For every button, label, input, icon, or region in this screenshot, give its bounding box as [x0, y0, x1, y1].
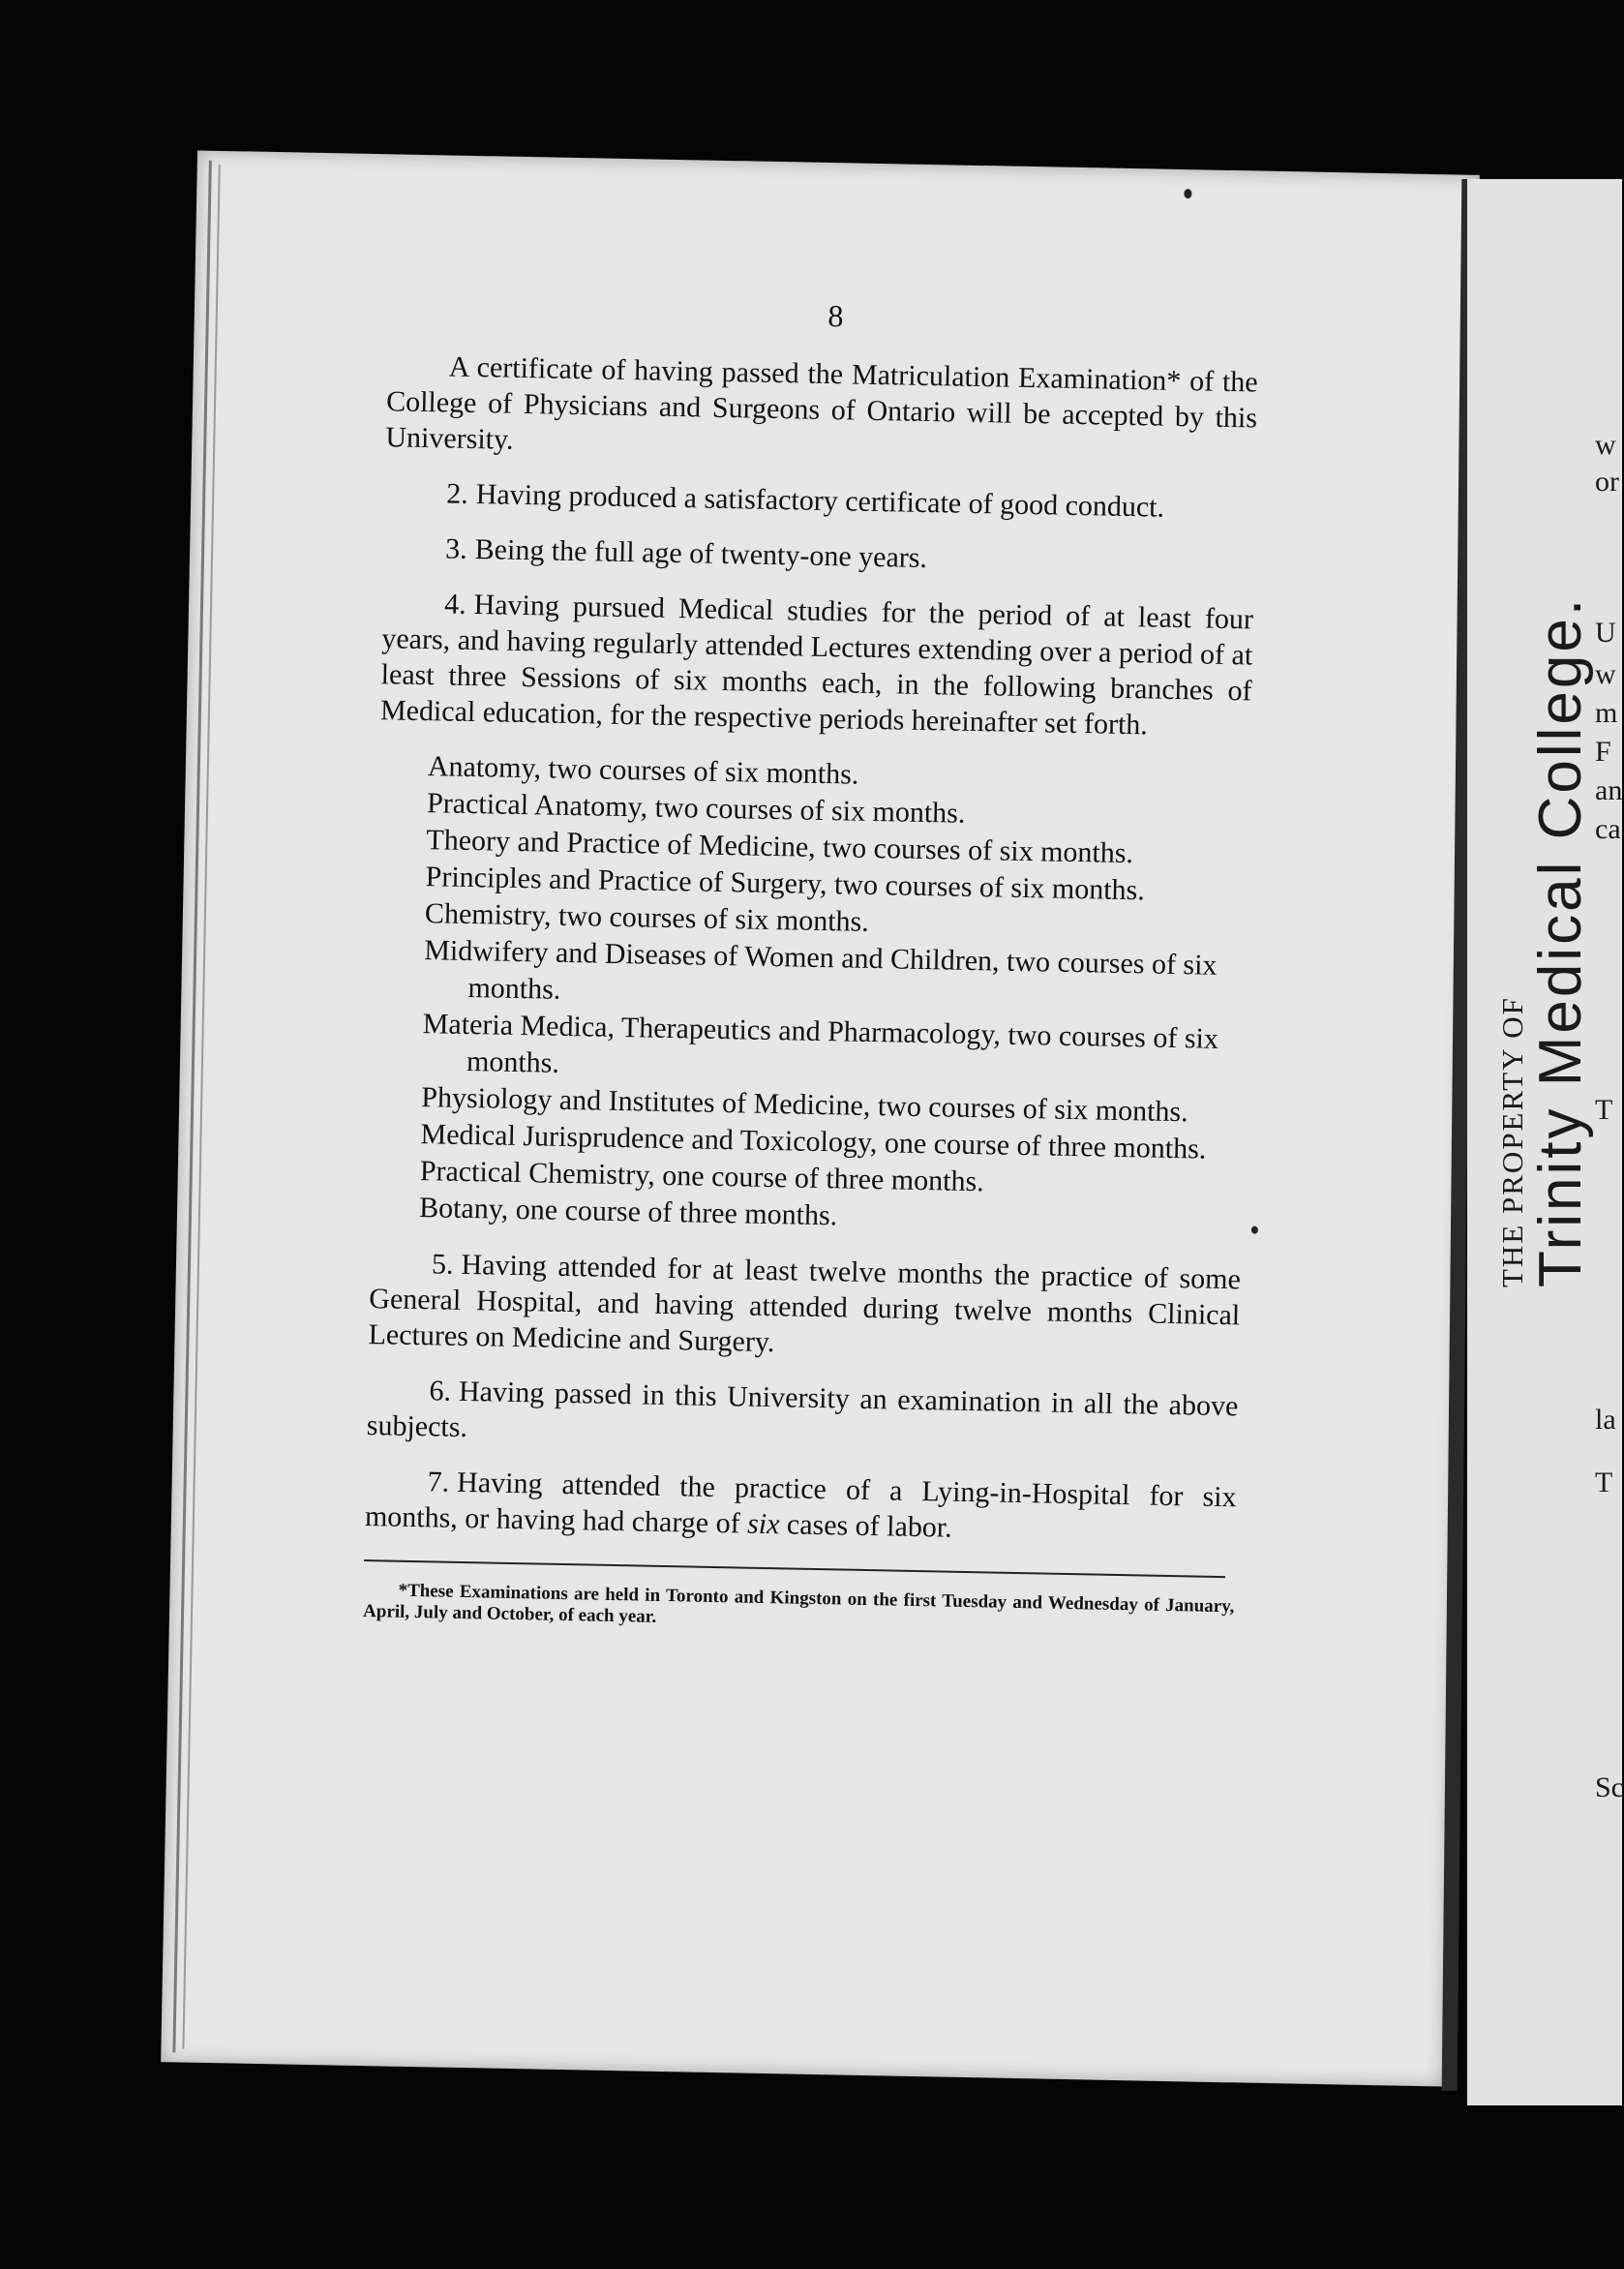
stamp-line-college: Trinity Medical College. [1527, 595, 1594, 1287]
facing-page-fragment: la [1595, 1404, 1616, 1436]
requirement-emphasis: six [746, 1507, 780, 1541]
requirement-6 [366, 1372, 1238, 1460]
requirement-text-end: cases of labor. [779, 1508, 953, 1544]
requirement-text: Having attended the practice of a Lying-in-Hospital for six months, or having had charge of [364, 1466, 1237, 1540]
subject-item: Physiology and Institutes of Medicine, two courses of six months. [421, 1081, 1188, 1129]
requirement-2 [384, 474, 1256, 527]
requirement-text: Having attended for at least twelve months the practice of some General Hospital, and having attended during twelve months Clinical Lectures on Medicine and Surgery. [368, 1248, 1242, 1359]
library-stamp [1495, 595, 1595, 1287]
facing-page-fragment: m [1595, 697, 1618, 729]
requirement-number: 5. [431, 1248, 454, 1281]
requirement-text: Being the full age of twenty-one years. [474, 533, 928, 575]
requirement-number: 3. [444, 532, 468, 565]
subject-item: Chemistry, two courses of six months. [424, 897, 870, 938]
subject-item: Midwifery and Diseases of Women and Children, two courses of six months. [423, 934, 1218, 1006]
requirement-4 [380, 585, 1254, 744]
facing-page-fragment: an [1595, 774, 1623, 806]
requirement-number: 7. [427, 1466, 450, 1498]
stamp-line-property: THE PROPERTY OF [1495, 996, 1529, 1287]
subject-item: Principles and Practice of Surgery, two courses of six months. [425, 861, 1146, 907]
ink-speck [1184, 189, 1191, 198]
requirement-text: Having pursued Medical studies for the period of at least four years, and having regularly attended Lectures extending over a period of at least three Sessions of six months each, in the following branches of Medical education, for the respective periods hereinafter set forth. [379, 589, 1254, 741]
facing-page-fragment: F [1595, 736, 1611, 768]
facing-page-fragment: T [1595, 1094, 1613, 1126]
subject-item: Practical Chemistry, one course of three months. [419, 1155, 984, 1198]
requirement-number: 4. [443, 588, 466, 620]
requirement-number: 2. [446, 477, 469, 510]
subject-list [419, 748, 1250, 1242]
subject-item: Anatomy, two courses of six months. [427, 750, 859, 791]
page-number: 8 [827, 298, 844, 334]
facing-page-fragment: U [1595, 617, 1616, 649]
requirement-3 [383, 529, 1255, 582]
facing-page-fragment: T [1595, 1467, 1613, 1498]
subject-item: Botany, one course of three months. [418, 1192, 838, 1232]
subject-item: Materia Medica, Therapeutics and Pharmacology, two courses of six months. [422, 1008, 1219, 1079]
requirement-7 [365, 1463, 1237, 1551]
facing-page-fragment: or [1595, 466, 1619, 498]
footnote-rule [364, 1559, 1225, 1578]
facing-page-fragment: w [1595, 429, 1616, 461]
subject-item: Practical Anatomy, two courses of six months. [426, 787, 966, 830]
facing-page-fragment: w [1595, 658, 1616, 690]
facing-page-fragment: Sc [1595, 1771, 1624, 1803]
requirement-number: 6. [429, 1375, 452, 1407]
document-page [161, 150, 1480, 2086]
page-content [363, 348, 1258, 1657]
subject-item: Theory and Practice of Medicine, two courses of six months. [426, 824, 1134, 870]
requirement-text: Having passed in this University an examination in all the above subjects. [366, 1375, 1239, 1444]
footnote: *These Examinations are held in Toronto and Kingston on the first Tuesday and Wednesday of January, April, July and October, of each year. [362, 1580, 1235, 1627]
ink-speck [1251, 1226, 1258, 1234]
requirement-5 [368, 1245, 1241, 1369]
facing-page-fragment: ca [1595, 813, 1621, 845]
requirement-text: Having produced a satisfactory certificate of good conduct. [475, 478, 1165, 524]
intro-paragraph: A certificate of having passed the Matriculation Examination* of the College of Physicians and Surgeons of Ontario will be accepted by this University. [385, 350, 1258, 456]
subject-item: Medical Jurisprudence and Toxicology, one course of three months. [420, 1118, 1207, 1165]
